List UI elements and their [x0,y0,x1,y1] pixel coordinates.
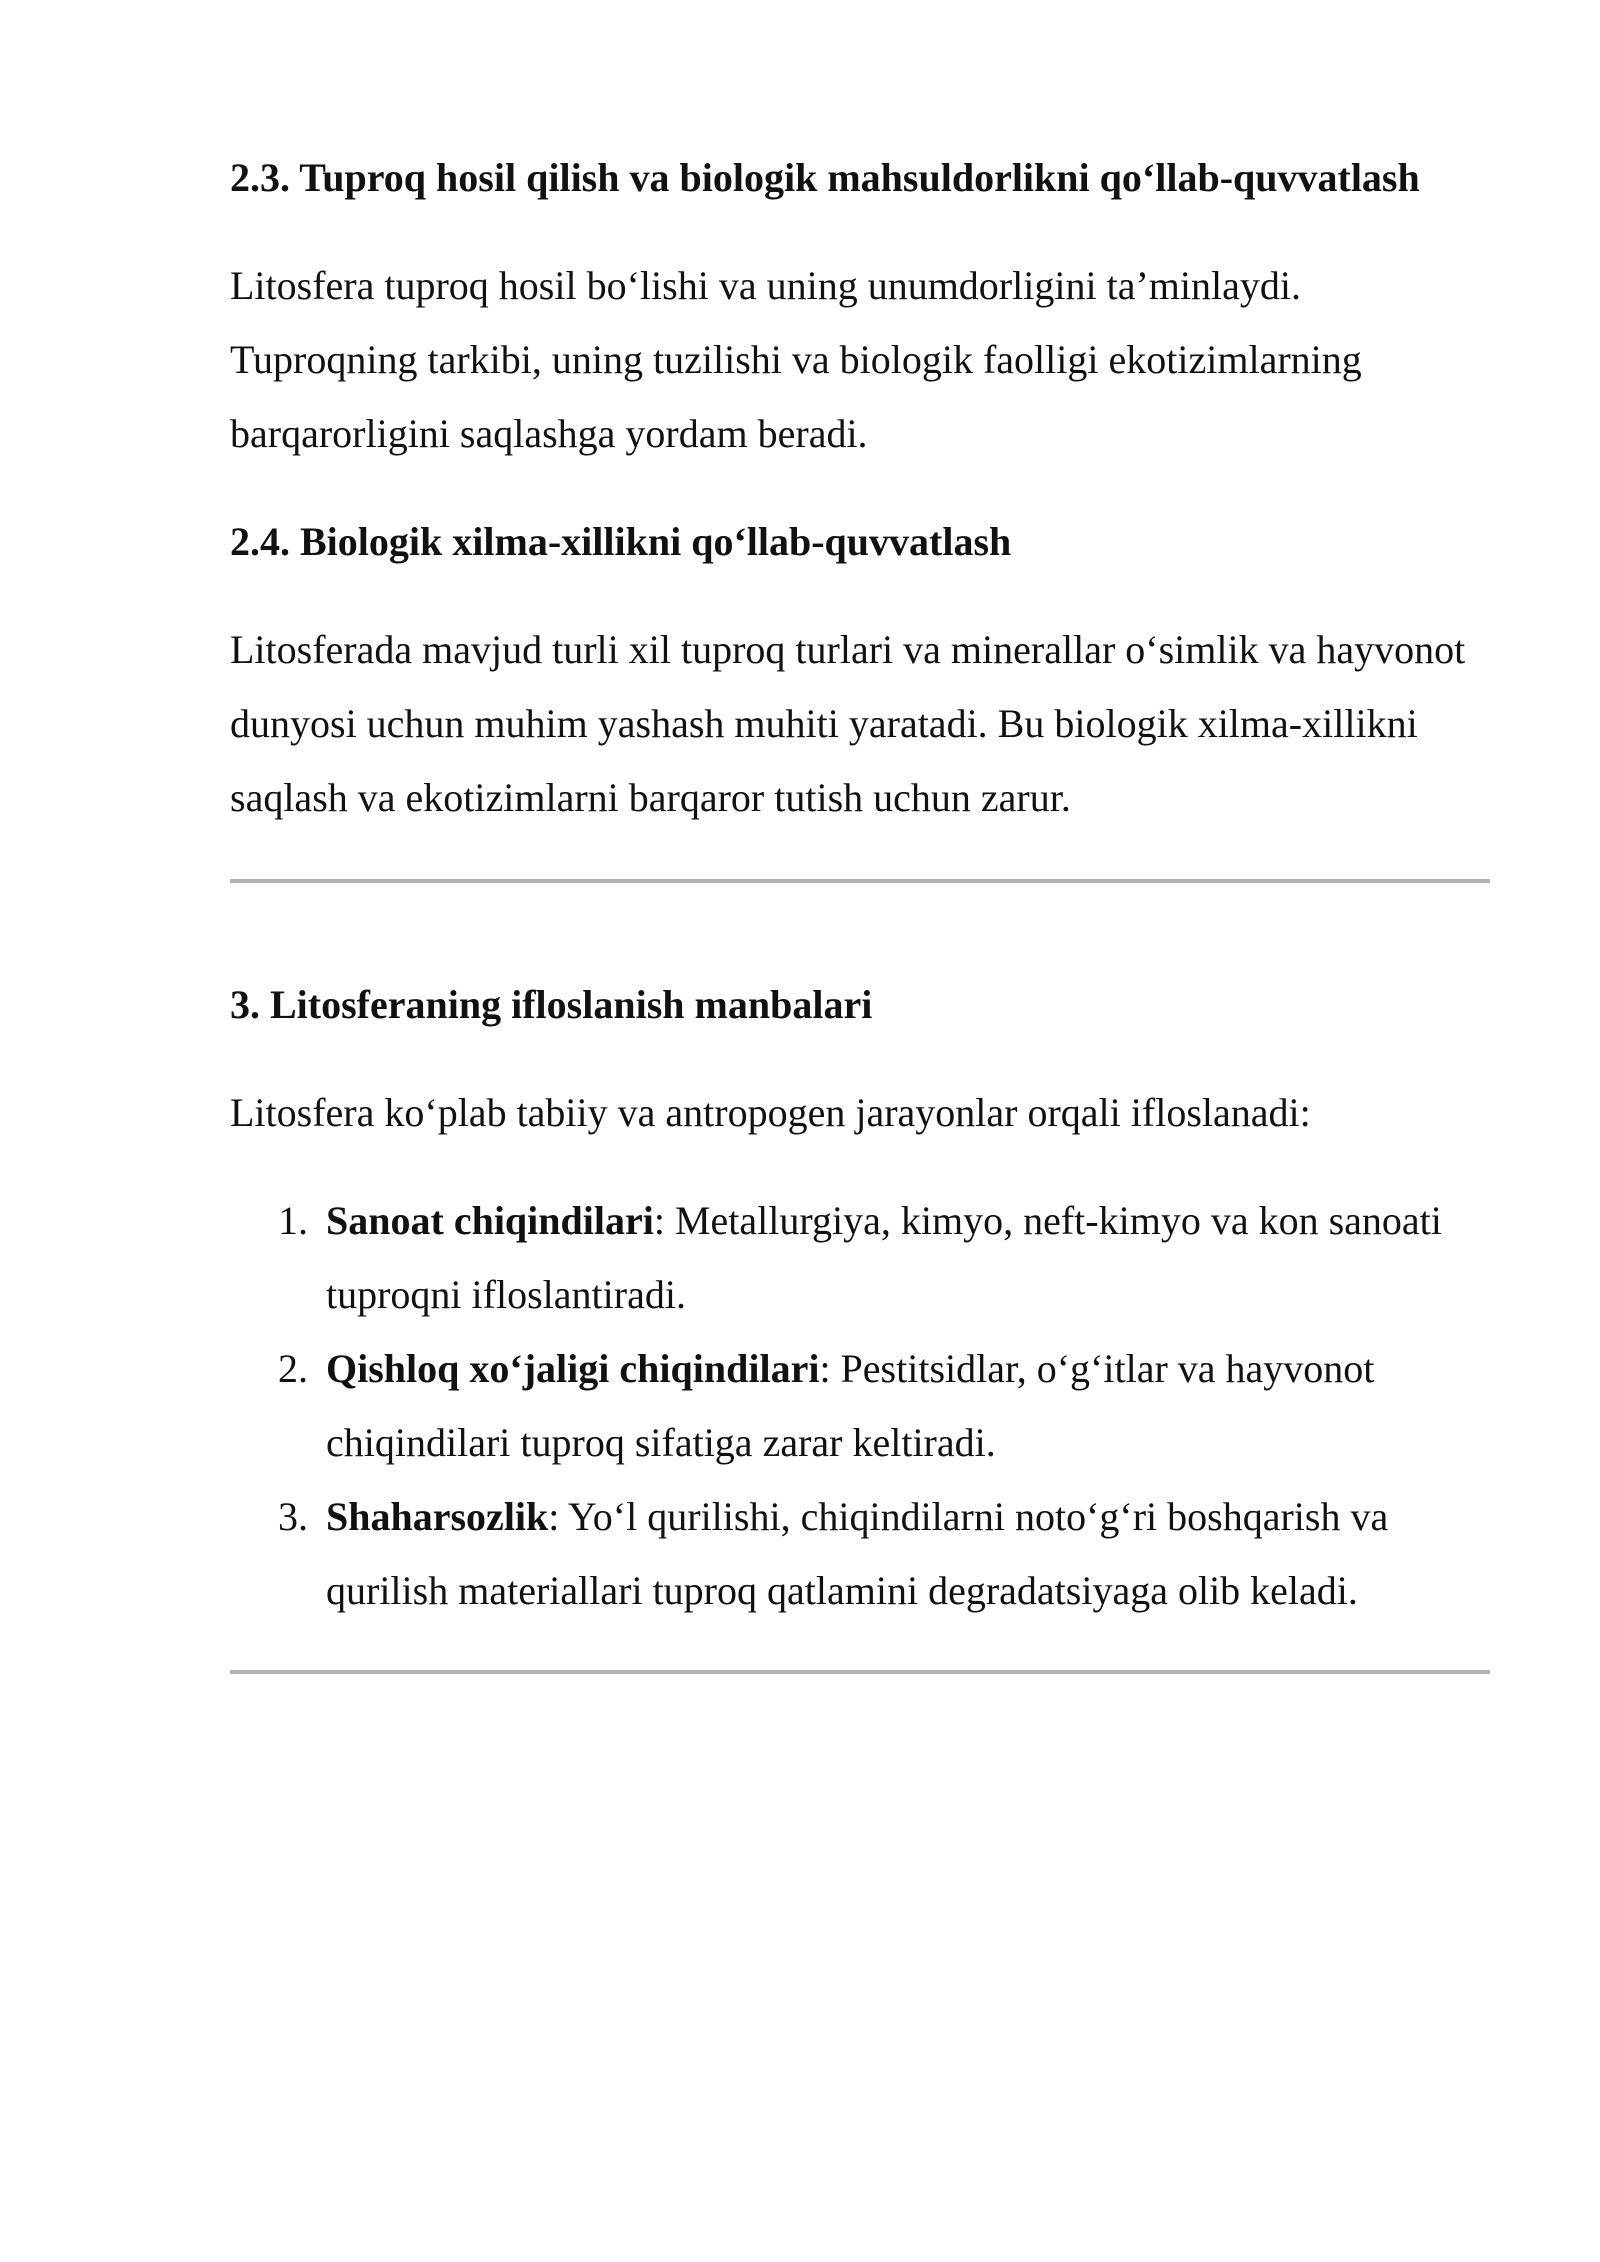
pollution-sources-list [230,1184,1490,1628]
list-item-term: Qishloq xo‘jaligi chiqindilari [326,1346,820,1391]
list-item [230,1480,1490,1628]
list-item-number: 1. [278,1198,308,1243]
list-item-text: : Metallurgiya, kimyo, neft-kimyo va kon sanoati tuproqni ifloslantiradi. [326,1198,1442,1317]
horizontal-divider [230,879,1490,883]
section-3-intro-paragraph: Litosfera ko‘plab tabiiy va antropogen jarayonlar orqali ifloslanadi: [230,1090,1311,1135]
list-item-text: : Yo‘l qurilishi, chiqindilarni noto‘g‘ri boshqarish va qurilish materiallari tuproq qatlamini degradatsiyaga olib keladi. [326,1494,1389,1613]
list-item-number: 2. [278,1346,308,1391]
list-item [230,1332,1490,1480]
list-item-text: : Pestitsidlar, o‘g‘itlar va hayvonot chiqindilari tuproq sifatiga zarar keltiradi. [326,1346,1375,1465]
section-3-heading: 3. Litosferaning ifloslanish manbalari [230,982,873,1027]
horizontal-divider [230,1670,1490,1674]
list-item-term: Sanoat chiqindilari [326,1198,654,1243]
section-2-4-paragraph: Litosferada mavjud turli xil tuproq turlari va minerallar o‘simlik va hayvonot dunyosi uchun muhim yashash muhiti yaratadi. Bu biologik xilma-xillikni saqlash va ekotizimlarni barqaror tutish uchun zarur. [230,627,1466,820]
section-2-3-heading: 2.3. Tuproq hosil qilish va biologik mahsuldorlikni qo‘llab-quvvatlash [230,155,1420,200]
list-item-number: 3. [278,1494,308,1539]
list-item [230,1184,1490,1332]
section-2-3-paragraph: Litosfera tuproq hosil bo‘lishi va uning unumdorligini ta’minlaydi. Tuproqning tarkibi, uning tuzilishi va biologik faolligi ekotizimlarning barqarorligini saqlashga yordam beradi. [230,263,1362,456]
list-item-term: Shaharsozlik [326,1494,549,1539]
section-2-4-heading: 2.4. Biologik xilma-xillikni qo‘llab-quvvatlash [230,519,1012,564]
document-content [230,0,1490,1674]
